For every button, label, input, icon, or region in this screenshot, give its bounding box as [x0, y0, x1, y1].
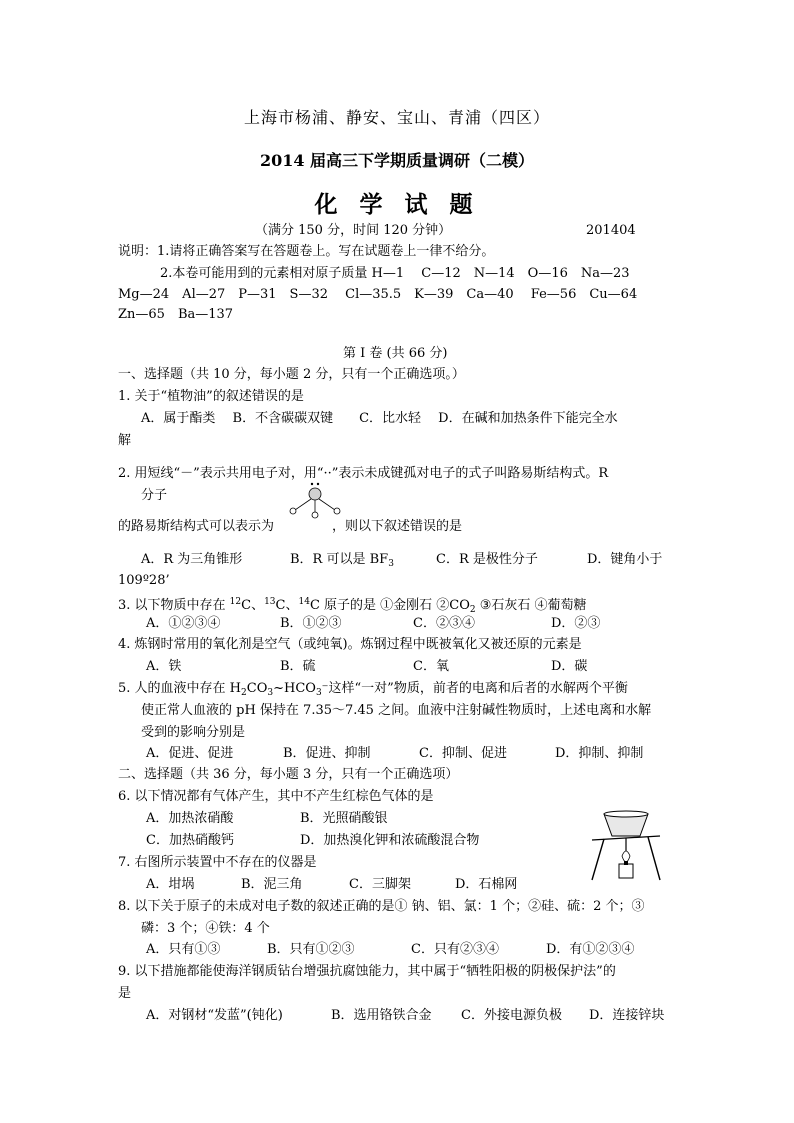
- question-2-option-d: D．键角小于: [587, 552, 663, 567]
- part-one-heading: 一、选择题（共 10 分，每小题 2 分，只有一个正确选项。）: [118, 367, 465, 382]
- question-5-option-d: D．抑制、抑制: [555, 746, 644, 761]
- question-3-option-d: D．②③: [551, 616, 601, 631]
- note-3: Mg—24 Al—27 P—31 S—32 Cl—35.5 K—39 Ca—40 Fe—56 Cu—64: [118, 287, 638, 302]
- question-9-option-a: A．对钢材“发蓝”(钝化): [146, 1008, 283, 1023]
- question-2-stem-cont: 分子: [141, 488, 168, 503]
- bond-line: [295, 499, 311, 510]
- question-7-option-c: C．三脚架: [349, 877, 411, 892]
- lone-pair-dot: [317, 483, 319, 485]
- question-4-stem: 4. 炼钢时常用的氧化剂是空气（或纯氧)。炼钢过程中既被氧化又被还原的元素是: [118, 637, 582, 652]
- question-4-option-c: C．氧: [413, 659, 449, 674]
- stem-text: ③石灰石 ④葡萄糖: [475, 598, 587, 613]
- note-1: 说明：1.请将正确答案写在答题卷上。写在试题卷上一律不给分。: [118, 244, 495, 259]
- stem-text: 3. 以下物质中存在: [118, 598, 230, 613]
- stem-text: 5. 人的血液中存在 H: [118, 681, 242, 696]
- question-1-options: A．属于酯类 B．不含碳碳双键 C．比水轻 D．在碱和加热条件下能完全水: [141, 411, 618, 426]
- question-9-option-c: C．外接电源负极: [461, 1008, 562, 1023]
- question-3-option-a: A．①②③④: [146, 616, 221, 631]
- stem-text: ⁻这样“一对”物质，前者的电离和后者的水解两个平衡: [321, 681, 628, 696]
- question-6-option-a: A．加热浓硝酸: [146, 811, 234, 826]
- question-1-options-cont: 解: [118, 433, 132, 448]
- superscript: 12: [229, 597, 242, 607]
- crucible-rim: [604, 811, 648, 817]
- stem-text: CO: [246, 681, 268, 696]
- exam-meta: （满分 150 分，时间 120 分钟）: [255, 223, 452, 238]
- question-5-option-c: C．抑制、促进: [419, 746, 507, 761]
- question-8-option-c: C．只有②③④: [411, 942, 499, 957]
- question-5-stem: [118, 680, 628, 702]
- lewis-central-atom: [309, 488, 321, 500]
- superscript: 13: [264, 597, 276, 607]
- question-2-option-b: [290, 551, 394, 573]
- question-9-stem: 9. 以下措施都能使海洋钢质钻台增强抗腐蚀能力，其中属于“牺牲阳极的阴极保护法”的: [118, 964, 616, 979]
- question-2-option-a: A．R 为三角锥形: [141, 552, 243, 567]
- question-5-stem-line2: 使正常人血液的 pH 保持在 7.35～7.45 之间。血液中注射碱性物质时，上述电离和水解: [141, 703, 652, 718]
- stem-text: C、: [275, 598, 299, 613]
- question-8-option-a: A．只有①③: [146, 942, 221, 957]
- question-4-option-d: D．碳: [551, 659, 588, 674]
- lewis-structure-diagram: [285, 480, 345, 520]
- question-5-stem-line3: 受到的影响分别是: [141, 725, 246, 740]
- subscript: 3: [388, 559, 394, 569]
- question-9-option-d: D．连接锌块: [589, 1008, 665, 1023]
- stem-text: C、: [241, 598, 265, 613]
- question-1-stem: 1. 关于“植物油”的叙述错误的是: [118, 389, 304, 404]
- subscript: 3: [315, 688, 322, 698]
- question-9-option-b: B．选用铬铁合金: [331, 1008, 432, 1023]
- question-6-option-d: D．加热溴化钾和浓硫酸混合物: [300, 833, 480, 848]
- exam-subject-title: 化 学 试 题: [314, 191, 480, 218]
- question-7-option-b: B．泥三角: [241, 877, 303, 892]
- subscript: 2: [469, 605, 476, 615]
- part-two-heading: 二、选择题（共 36 分，每小题 3 分，只有一个正确选项）: [118, 767, 459, 782]
- question-2-stem-part-b: ，则以下叙述错误的是: [332, 519, 463, 534]
- question-3-option-b: B．①②③: [280, 616, 342, 631]
- exam-session-title: 2014 届高三下学期质量调研（二模）: [259, 151, 535, 170]
- exam-region-title: 上海市杨浦、静安、宝山、青浦（四区）: [243, 108, 550, 127]
- question-8-option-d: D．有①②③④: [546, 942, 635, 957]
- question-4-option-a: A．铁: [146, 659, 182, 674]
- question-2-option-cont: 109º28’: [118, 573, 170, 588]
- lamp-wick: [624, 861, 628, 865]
- question-2-option-c: C．R 是极性分子: [436, 552, 538, 567]
- question-3-option-c: C．②③④: [413, 616, 475, 631]
- section-title: 第 I 卷 (共 66 分): [343, 346, 448, 361]
- question-5-option-b: B．促进、抑制: [283, 746, 371, 761]
- question-6-option-c: C．加热硝酸钙: [146, 833, 234, 848]
- question-8-stem-line2: 磷：3 个；④铁：4 个: [141, 921, 270, 936]
- question-8-stem: 8. 以下关于原子的未成对电子数的叙述正确的是① 钠、铝、氯：1 个；②硅、硫：2 个；③: [118, 899, 645, 914]
- question-4-option-b: B．硫: [280, 659, 316, 674]
- question-6-option-b: B．光照硝酸银: [300, 811, 388, 826]
- stem-text: ~HCO: [273, 681, 316, 696]
- lone-pair-dot: [311, 483, 313, 485]
- question-2-stem-line3: [118, 518, 462, 536]
- note-2: 2.本卷可能用到的元素相对原子质量 H—1 C—12 N—14 O—16 Na—23: [160, 266, 630, 281]
- note-4: Zn—65 Ba—137: [118, 307, 234, 322]
- superscript: 14: [298, 597, 310, 607]
- question-7-option-a: A．坩埚: [146, 877, 195, 892]
- tripod-leg: [592, 839, 604, 880]
- option-b-text: B．R 可以是 BF: [290, 552, 389, 567]
- question-6-stem: 6. 以下情况都有气体产生，其中不产生红棕色气体的是: [118, 789, 434, 804]
- bond-line: [319, 499, 335, 510]
- question-7-stem: 7. 右图所示装置中不存在的仪器是: [118, 855, 317, 870]
- crucible-apparatus-illustration: [586, 806, 666, 888]
- question-5-option-a: A．促进、促进: [146, 746, 234, 761]
- subscript: 2: [241, 688, 247, 698]
- question-2-stem: 2. 用短线“－”表示共用电子对，用“··”表示未成键孤对电子的式子叫路易斯结构式。R: [118, 466, 609, 481]
- lewis-outer-atom: [334, 508, 340, 514]
- tripod-leg: [648, 837, 660, 880]
- alcohol-lamp-icon: [619, 864, 633, 878]
- question-8-option-b: B．只有①②③: [267, 942, 355, 957]
- question-2-stem-part-a: 的路易斯结构式可以表示为: [118, 519, 275, 534]
- flame-icon: [622, 851, 630, 862]
- lewis-outer-atom: [290, 508, 296, 514]
- stem-text: C 原子的是 ①金刚石 ②CO: [309, 598, 470, 613]
- subscript: 3: [267, 688, 274, 698]
- question-9-stem-line2: 是: [118, 986, 132, 1001]
- exam-date: 201404: [586, 223, 636, 238]
- question-7-option-d: D．石棉网: [455, 877, 518, 892]
